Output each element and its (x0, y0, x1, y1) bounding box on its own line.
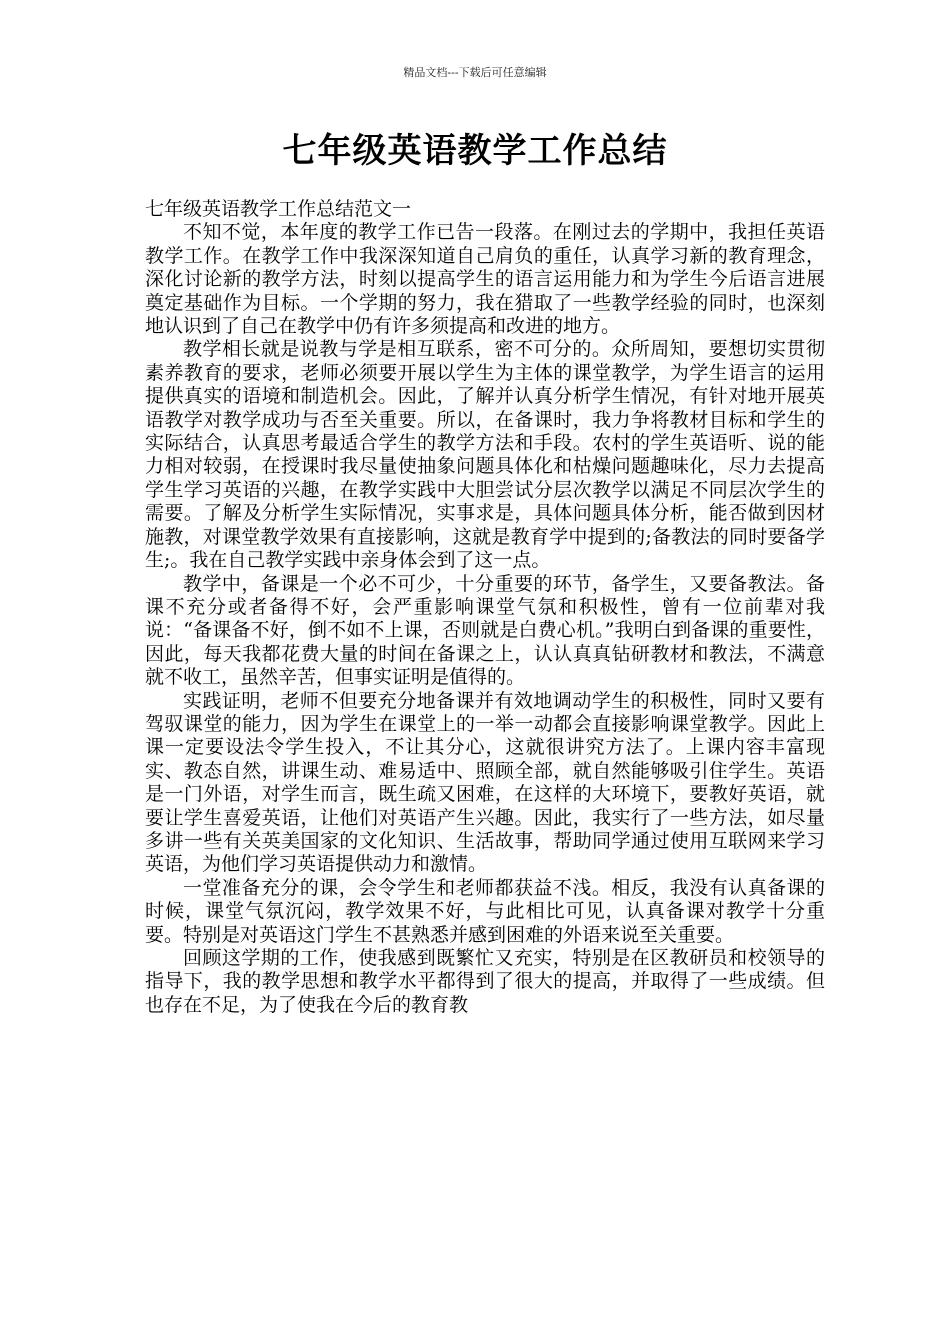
paragraph-2: 教学相长就是说教与学是相互联系，密不可分的。众所周知，要想切实贯彻素养教育的要求，老师必须要开展以学生为主体的课堂教学，为学生语言的运用提供真实的语境和制造机会。因此，了解并认真分析学生情况，有针对地开展英语教学对教学成功与否至关重要。所以，在备课时，我力争将教材目标和学生的实际结合，认真思考最适合学生的教学方法和手段。农村的学生英语听、说的能力相对较弱，在授课时我尽量使抽象问题具体化和枯燥问题趣味化，尽力去提高学生学习英语的兴趣，在教学实践中大胆尝试分层次教学以满足不同层次学生的需要。了解及分析学生实际情况，实事求是，具体问题具体分析，能否做到因材施教，对课堂教学效果有直接影响，这就是教育学中提到的;备教法的同时要备学生;。我在自己教学实践中亲身体会到了这一点。 (145, 338, 825, 572)
header-note: 精品文档---下载后可任意编辑 (403, 66, 547, 79)
paragraph-5: 一堂准备充分的课，会令学生和老师都获益不浅。相反，我没有认真备课的时候，课堂气氛沉闷，教学效果不好，与此相比可见，认真备课对教学十分重要。特别是对英语这门学生不甚熟悉并感到困难的外语来说至关重要。 (145, 876, 825, 946)
paragraph-6: 回顾这学期的工作，使我感到既繁忙又充实，特别是在区教研员和校领导的指导下，我的教学思想和教学水平都得到了很大的提高，并取得了一些成绩。但也存在不足，为了使我在今后的教育教 (145, 947, 825, 1016)
document-title: 七年级英语教学工作总结 (282, 131, 668, 171)
paragraph-3: 教学中，备课是一个必不可少，十分重要的环节，备学生，又要备教法。备课不充分或者备得不好，会严重影响课堂气氛和积极性，曾有一位前辈对我说：“备课备不好，倒不如不上课，否则就是白费心机。”我明白到备课的重要性，因此，每天我都花费大量的时间在备课之上，认认真真钻研教材和教法，不满意就不收工，虽然辛苦，但事实证明是值得的。 (145, 572, 825, 689)
paragraph-1: 不知不觉，本年度的教学工作已告一段落。在刚过去的学期中，我担任英语教学工作。在教学工作中我深深知道自己肩负的重任，认真学习新的教育理念，深化讨论新的教学方法，时刻以提高学生的语言运用能力和为学生今后语言进展奠定基础作为目标。一个学期的努力，我在猎取了一些教学经验的同时，也深刻地认识到了自己在教学中仍有许多须提高和改进的地方。 (145, 221, 825, 338)
document-body (145, 198, 825, 1017)
section-subtitle: 七年级英语教学工作总结范文一 (145, 198, 412, 220)
paragraph-4: 实践证明，老师不但要充分地备课并有效地调动学生的积极性，同时又要有驾驭课堂的能力，因为学生在课堂上的一举一动都会直接影响课堂教学。因此上课一定要设法令学生投入，不让其分心，这就很讲究方法了。上课内容丰富现实、教态自然，讲课生动、难易适中、照顾全部，就自然能够吸引住学生。英语是一门外语，对学生而言，既生疏又困难，在这样的大环境下，要教好英语，就要让学生喜爱英语，让他们对英语产生兴趣。因此，我实行了一些方法，如尽量多讲一些有关英美国家的文化知识、生活故事，帮助同学通过使用互联网来学习英语，为他们学习英语提供动力和激情。 (145, 689, 825, 876)
